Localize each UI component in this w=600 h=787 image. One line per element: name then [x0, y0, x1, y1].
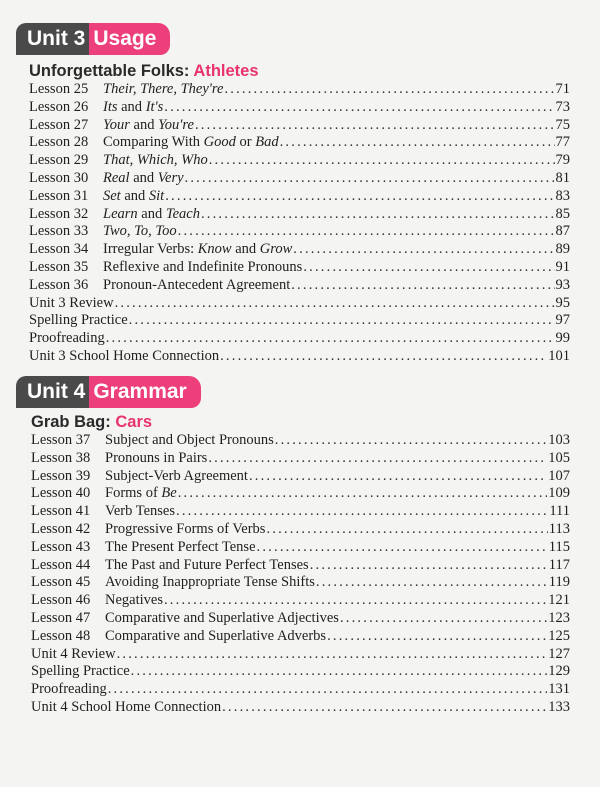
toc-entry	[31, 628, 570, 646]
dot-leader	[164, 99, 554, 117]
page-number: 99	[555, 330, 570, 347]
page-number: 81	[555, 169, 570, 186]
lesson-title: Spelling Practice	[29, 312, 128, 329]
lesson-title: Forms of Be	[105, 485, 177, 502]
lesson-number: Lesson 32	[29, 205, 89, 222]
lesson-title: Unit 3 School Home Connection	[29, 347, 220, 364]
page-number: 87	[555, 223, 570, 240]
lesson-title: Verb Tenses	[105, 503, 175, 520]
toc-entry	[31, 574, 570, 592]
lesson-title: Progressive Forms of Verbs	[105, 520, 266, 537]
page-number: 103	[548, 432, 570, 448]
lesson-number: Lesson 30	[29, 169, 89, 186]
unit-number-label: Unit 4	[16, 376, 89, 408]
toc-entry	[29, 241, 570, 259]
lesson-title: Unit 4 School Home Connection	[31, 698, 222, 715]
dot-leader	[280, 134, 555, 152]
dot-leader	[176, 503, 548, 521]
lesson-title: Your and You're	[103, 116, 194, 133]
lesson-title: Spelling Practice	[31, 663, 130, 680]
toc-entry	[29, 206, 570, 224]
dot-leader	[178, 223, 555, 241]
lesson-title: Subject and Object Pronouns	[105, 432, 274, 448]
page-number: 117	[548, 556, 570, 573]
lesson-number: Lesson 41	[31, 503, 91, 520]
toc-entry	[31, 592, 570, 610]
toc-entry	[31, 450, 570, 468]
toc-entry	[29, 312, 570, 330]
page-number: 101	[548, 347, 570, 364]
page-number: 123	[548, 609, 570, 626]
lesson-number: Lesson 33	[29, 223, 89, 240]
lesson-number: Lesson 45	[31, 574, 91, 591]
dot-leader	[303, 259, 554, 277]
dot-leader	[327, 628, 547, 646]
lesson-title: Comparative and Superlative Adverbs	[105, 627, 327, 644]
lesson-number: Lesson 28	[29, 134, 89, 151]
unit-3-banner	[16, 23, 170, 55]
section-title-theme: Athletes	[193, 62, 259, 80]
dot-leader	[310, 557, 548, 575]
lesson-title: Avoiding Inappropriate Tense Shifts	[105, 574, 315, 591]
toc-entry	[31, 610, 570, 628]
toc-entry	[29, 81, 570, 99]
dot-leader	[165, 188, 554, 206]
page-number: 107	[548, 467, 570, 484]
page-number: 77	[555, 134, 570, 151]
dot-leader	[257, 539, 548, 557]
lesson-title: Comparing With Good or Bad	[103, 134, 279, 151]
unit-topic-label: Usage	[89, 23, 170, 55]
lesson-title: Reflexive and Indefinite Pronouns	[103, 258, 303, 275]
lesson-number: Lesson 27	[29, 116, 89, 133]
lesson-number: Lesson 37	[31, 432, 91, 448]
page-number: 111	[549, 503, 570, 520]
toc-entry	[31, 485, 570, 503]
toc-entry	[29, 134, 570, 152]
dot-leader	[291, 277, 554, 295]
dot-leader	[209, 152, 555, 170]
toc-entry	[31, 539, 570, 557]
unit-number-label: Unit 3	[16, 23, 89, 55]
dot-leader	[340, 610, 547, 628]
dot-leader	[224, 81, 554, 99]
page-number: 109	[548, 485, 570, 502]
page-number: 115	[548, 538, 570, 555]
lesson-number: Lesson 47	[31, 609, 91, 626]
toc-entry	[31, 663, 570, 681]
dot-leader	[316, 574, 548, 592]
dot-leader	[106, 330, 555, 348]
dot-leader	[293, 241, 554, 259]
lesson-number: Lesson 26	[29, 98, 89, 115]
dot-leader	[220, 348, 547, 366]
toc-entry	[29, 188, 570, 206]
section-title-prefix: Grab Bag:	[31, 413, 111, 431]
toc-entry	[29, 295, 570, 313]
dot-leader	[275, 432, 548, 450]
page-number: 121	[548, 592, 570, 609]
lesson-number: Lesson 25	[29, 81, 89, 97]
lesson-title: Negatives	[105, 592, 163, 609]
lesson-title: Unit 4 Review	[31, 645, 116, 662]
lesson-number: Lesson 31	[29, 187, 89, 204]
toc-entry	[31, 699, 570, 717]
toc-entry	[31, 557, 570, 575]
section-title-theme: Cars	[115, 413, 153, 431]
page-number: 79	[555, 152, 570, 169]
toc-entry	[31, 503, 570, 521]
dot-leader	[249, 468, 547, 486]
unit-topic-label: Grammar	[89, 376, 200, 408]
lesson-number: Lesson 38	[31, 449, 91, 466]
lesson-title: Proofreading	[29, 330, 105, 347]
section-title-prefix: Unforgettable Folks:	[29, 62, 190, 80]
dot-leader	[129, 312, 555, 330]
page-number: 119	[548, 574, 570, 591]
toc-entry	[29, 277, 570, 295]
page-number: 113	[548, 520, 570, 537]
page-number: 95	[555, 294, 570, 311]
dot-leader	[108, 681, 548, 699]
toc-entry	[29, 152, 570, 170]
lesson-title: The Past and Future Perfect Tenses	[105, 556, 309, 573]
lesson-title: Set and Sit	[103, 187, 165, 204]
toc-entry	[29, 223, 570, 241]
toc-entry	[29, 99, 570, 117]
dot-leader	[178, 485, 548, 503]
lesson-title: Its and It's	[103, 98, 164, 115]
page-number: 131	[548, 681, 570, 698]
lesson-title: Real and Very	[103, 169, 184, 186]
lesson-title: Learn and Teach	[103, 205, 200, 222]
dot-leader	[208, 450, 547, 468]
page-number: 71	[555, 81, 570, 97]
dot-leader	[201, 206, 555, 224]
lesson-title: Proofreading	[31, 681, 107, 698]
dot-leader	[131, 663, 548, 681]
unit-4-contents-list	[31, 432, 570, 717]
page-number: 125	[548, 627, 570, 644]
page-number: 97	[555, 312, 570, 329]
toc-entry	[31, 646, 570, 664]
page-number: 105	[548, 449, 570, 466]
lesson-title: Two, To, Too	[103, 223, 177, 240]
lesson-title: Irregular Verbs: Know and Grow	[103, 241, 293, 258]
dot-leader	[195, 117, 555, 135]
unit-4-banner	[16, 376, 201, 408]
dot-leader	[115, 295, 555, 313]
lesson-number: Lesson 39	[31, 467, 91, 484]
page-number: 73	[555, 98, 570, 115]
page-number: 83	[555, 187, 570, 204]
toc-entry	[31, 432, 570, 450]
section-title	[29, 62, 259, 81]
page-number: 129	[548, 663, 570, 680]
toc-entry	[29, 330, 570, 348]
toc-entry	[31, 521, 570, 539]
dot-leader	[266, 521, 547, 539]
lesson-number: Lesson 43	[31, 538, 91, 555]
toc-entry	[31, 468, 570, 486]
page-number: 75	[555, 116, 570, 133]
lesson-title: Subject-Verb Agreement	[105, 467, 248, 484]
lesson-number: Lesson 29	[29, 152, 89, 169]
toc-entry	[29, 117, 570, 135]
lesson-title: Comparative and Superlative Adjectives	[105, 609, 339, 626]
lesson-number: Lesson 44	[31, 556, 91, 573]
lesson-title: The Present Perfect Tense	[105, 538, 256, 555]
page-number: 133	[548, 698, 570, 715]
unit-3-contents-list	[29, 81, 570, 366]
dot-leader	[117, 646, 548, 664]
page-number: 89	[555, 241, 570, 258]
lesson-number: Lesson 35	[29, 258, 89, 275]
lesson-title: Pronouns in Pairs	[105, 449, 208, 466]
lesson-title: Pronoun-Antecedent Agreement	[103, 276, 291, 293]
lesson-number: Lesson 42	[31, 520, 91, 537]
page-number: 93	[555, 276, 570, 293]
toc-entry	[29, 259, 570, 277]
dot-leader	[164, 592, 547, 610]
toc-entry	[31, 681, 570, 699]
lesson-number: Lesson 48	[31, 627, 91, 644]
toc-entry	[29, 170, 570, 188]
lesson-number: Lesson 46	[31, 592, 91, 609]
lesson-title: Unit 3 Review	[29, 294, 114, 311]
page-number: 127	[548, 645, 570, 662]
lesson-number: Lesson 34	[29, 241, 89, 258]
lesson-title: Their, There, They're	[103, 81, 224, 97]
toc-entry	[29, 348, 570, 366]
lesson-number: Lesson 40	[31, 485, 91, 502]
page-number: 85	[555, 205, 570, 222]
lesson-title: That, Which, Who	[103, 152, 208, 169]
dot-leader	[185, 170, 555, 188]
page-number: 91	[555, 258, 570, 275]
lesson-number: Lesson 36	[29, 276, 89, 293]
section-title	[31, 413, 152, 432]
dot-leader	[222, 699, 547, 717]
